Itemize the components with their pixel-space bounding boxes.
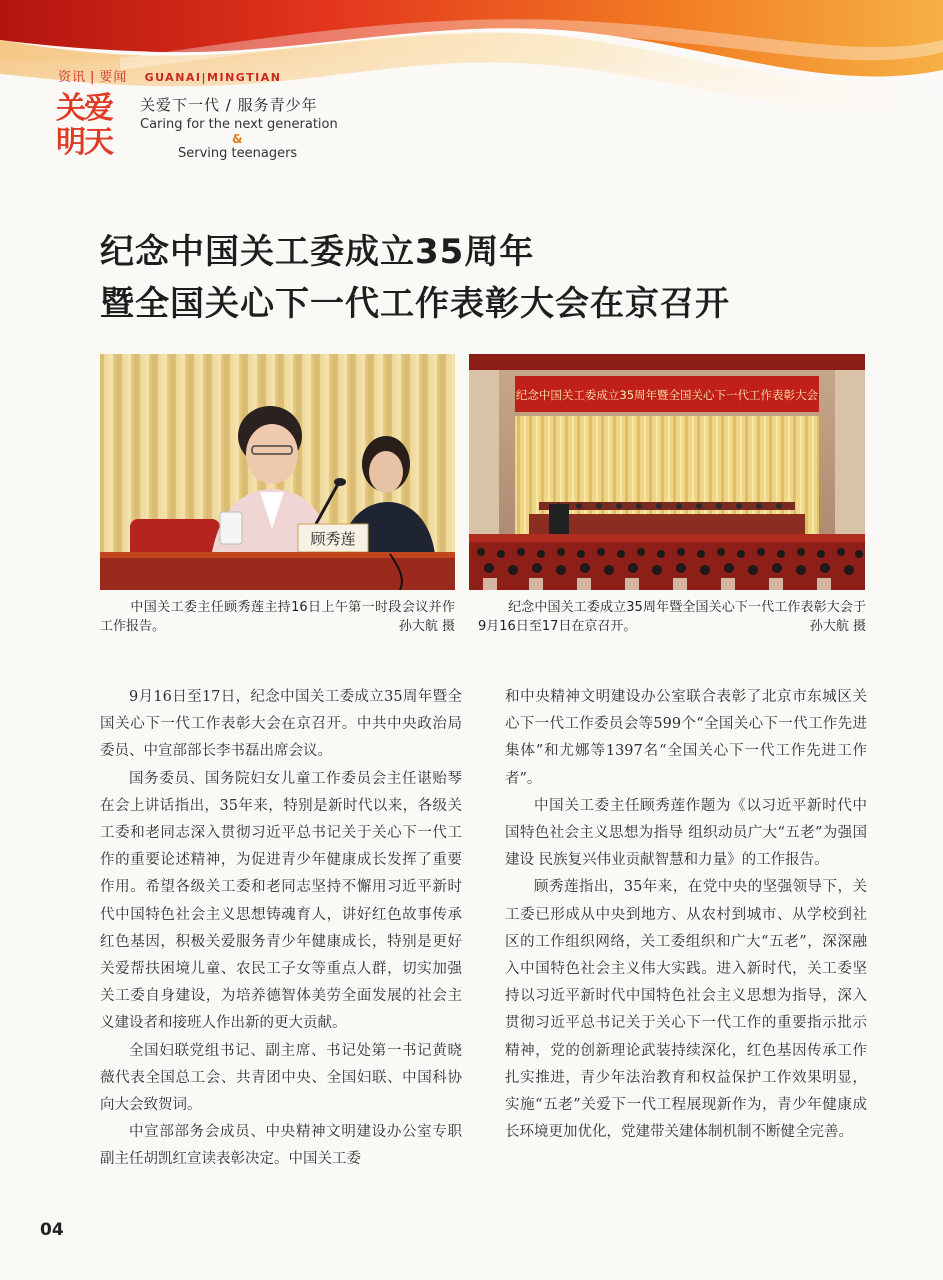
slogan-ampersand: & [232,132,243,146]
caption-right [478,598,866,636]
slogan-en-line2: Serving teenagers [178,146,298,161]
caption-left-text: 中国关工委主任顾秀莲主持16日上午第一时段会议并作工作报告。 [100,600,455,634]
paragraph: 中宣部部务会成员、中央精神文明建设办公室专职副主任胡凯红宣读表彰决定。中国关工委 [100,1124,462,1168]
page-number: 04 [40,1220,64,1240]
paragraph: 9月16日至17日，纪念中国关工委成立35周年暨全国关心下一代工作表彰大会在京召开。中共中央政治局委员、中宣部部长李书磊出席会议。 [100,689,462,760]
title-line-2: 暨全国关心下一代工作表彰大会在京召开 [100,284,730,324]
article-title [100,226,860,330]
paragraph: 全国妇联党组书记、副主席、书记处第一书记黄晓薇代表全国总工会、共青团中央、全国妇联、中国科协向大会致贺词。 [100,1042,462,1114]
photo-speaker [100,354,455,590]
article-column-left [100,684,462,1174]
paragraph: 中国关工委主任顾秀莲作题为《以习近平新时代中国特色社会主义思想为指导 组织动员广大“五老”为强国建设 民族复兴伟业贡献智慧和力量》的工作报告。 [505,797,867,869]
caption-right-text: 纪念中国关工委成立35周年暨全国关心下一代工作表彰大会于9月16日至17日在京召开。 [478,600,866,634]
caption-right-credit: 孙大航 摄 [809,619,866,634]
paragraph: 国务委员、国务院妇女儿童工作委员会主任谌贻琴在会上讲话指出，35年来，特别是新时代以来，各级关工委和老同志深入贯彻习近平总书记关于关心下一代工作的重要论述精神，为促进青少年健康成长发挥了重要作用。希望各级关工委和老同志坚持不懈用习近平新时代中国特色社会主义思想铸魂育人，讲好红色故事传承红色基因，积极关爱服务青少年健康成长，特别是更好关爱帮扶困境儿童、农民工子女等重点人群，切实加强关工委自身建设，为培养德智体美劳全面发展的社会主义建设者和接班人作出新的更大贡献。 [100,770,462,1032]
nameplate-text: 顾秀莲 [310,530,356,548]
section-tag: 资讯 | 要闻 GUANAI|MINGTIAN [58,70,282,85]
section-label-headlines: 要闻 [99,70,128,85]
section-label-news: 资讯 [58,70,87,85]
title-line-1: 纪念中国关工委成立35周年 [100,232,535,272]
magazine-slogan [140,94,338,161]
section-label-en: GUANAI|MINGTIAN [144,71,282,84]
slogan-cn: 关爱下一代 / 服务青少年 [140,96,318,114]
photo-conference-hall [469,354,865,590]
magazine-logo: 关爱 明天 [56,91,112,160]
slogan-en-line1: Caring for the next generation [140,117,338,132]
article-column-right [505,684,867,1146]
paragraph: 顾秀莲指出，35年来，在党中央的坚强领导下，关工委已形成从中央到地方、从农村到城市、从学校到社区的工作组织网络，关工委组织和广大“五老”，深深融入中国特色社会主义伟大实践。进入新时代，关工委坚持以习近平新时代中国特色社会主义思想为指导，深入贯彻习近平总书记关于关心下一代工作的重要指示批示精神，党的创新理论武装持续深化，红色基因传承工作扎实推进，青少年法治教育和权益保护工作效果明显，实施“五老”关爱下一代工程展现新作为，青少年健康成长环境更加优化，党建带关建体制机制不断健全完善。 [505,879,867,1141]
hall-banner-text: 纪念中国关工委成立35周年暨全国关心下一代工作表彰大会 [515,388,819,402]
paragraph-continuation: 和中央精神文明建设办公室联合表彰了北京市东城区关心下一代工作委员会等599个“全国关心下一代工作先进集体”和尤娜等1397名“全国关心下一代工作先进工作者”。 [505,689,867,787]
caption-left [100,598,455,636]
caption-left-credit: 孙大航 摄 [398,619,455,634]
